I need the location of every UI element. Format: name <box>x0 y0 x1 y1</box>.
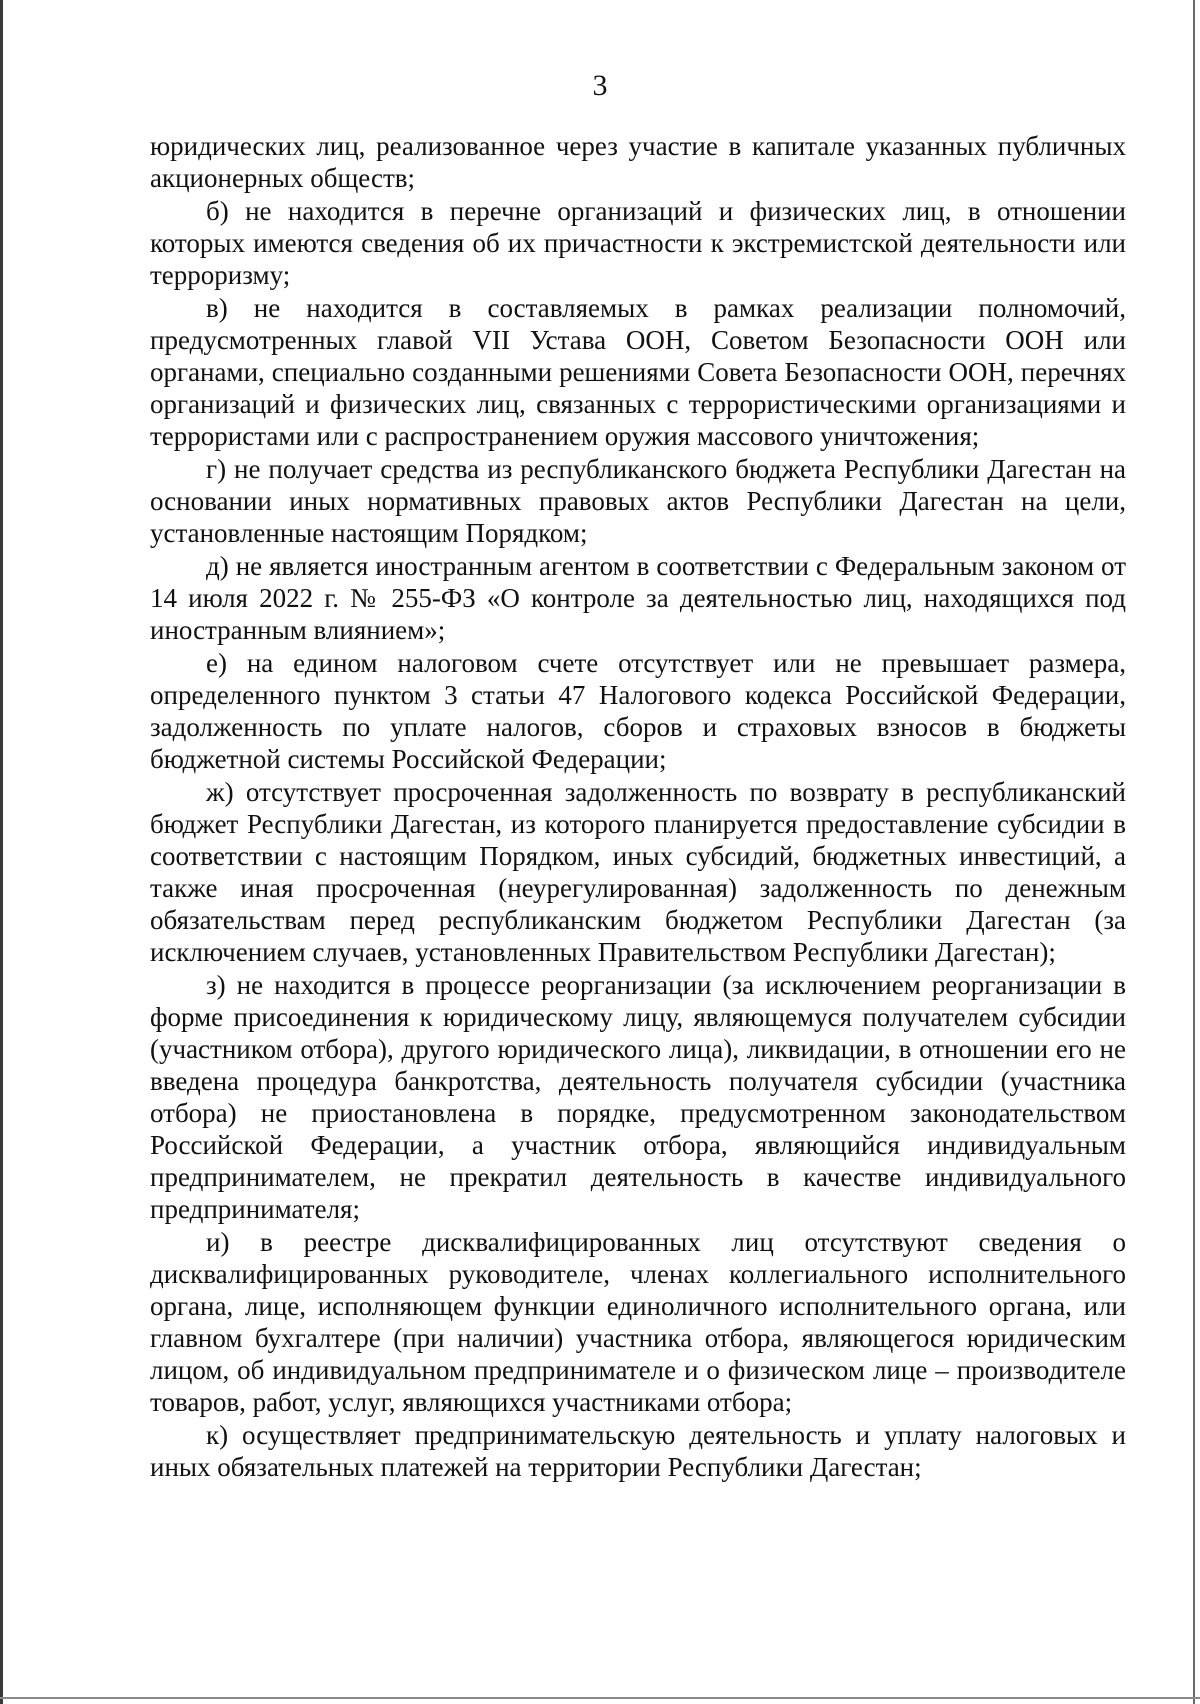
paragraph-item-i: и) в реестре дисквалифицированных лиц отсутствуют сведения о дисквалифицированных руководителе, членах коллегиального исполнительного органа, лице, исполняющем функции единоличного исполнительного органа, или главном бухгалтере (при наличии) участника отбора, являющегося юридическим лицом, об индивидуальном предпринимателе и о физическом лице – производителе товаров, работ, услуг, являющихся участниками отбора; <box>150 1227 1126 1417</box>
paragraph-item-z: з) не находится в процессе реорганизации (за исключением реорганизации в форме присоединения к юридическому лицу, являющемуся получателем субсидии (участником отбора), другого юридического лица), ликвидации, в отношении его не введена процедура банкротства, деятельность получателя субсидии (участника отбора) не приостановлена в порядке, предусмотренном законодательством Российской Федерации, а участник отбора, являющийся индивидуальным предпринимателем, не прекратил деятельность в качестве индивидуального предпринимателя; <box>150 970 1126 1224</box>
scan-border-bottom <box>0 1697 1200 1699</box>
page-number: 3 <box>592 69 608 102</box>
scan-border-left <box>0 0 3 1704</box>
document-body <box>150 130 1126 1483</box>
paragraph-item-d: д) не является иностранным агентом в соответствии с Федеральным законом от 14 июля 2022 г. № 255-ФЗ «О контроле за деятельностью лиц, находящихся под иностранным влиянием»; <box>150 551 1126 645</box>
paragraph-continuation: юридических лиц, реализованное через участие в капитале указанных публичных акционерных обществ; <box>150 131 1126 193</box>
scan-border-right <box>1193 0 1195 1704</box>
paragraph-item-zh: ж) отсутствует просроченная задолженность по возврату в республиканский бюджет Республики Дагестан, из которого планируется предоставление субсидии в соответствии с настоящим Порядком, иных субсидий, бюджетных инвестиций, а также иная просроченная (неурегулированная) задолженность по денежным обязательствам перед республиканским бюджетом Республики Дагестан (за исключением случаев, установленных Правительством Республики Дагестан); <box>150 777 1126 967</box>
paragraph-item-v: в) не находится в составляемых в рамках реализации полномочий, предусмотренных главой VII Устава ООН, Советом Безопасности ООН или органами, специально созданными решениями Совета Безопасности ООН, перечнях организаций и физических лиц, связанных с террористическими организациями и террористами или с распространением оружия массового уничтожения; <box>150 293 1126 451</box>
paragraph-item-g: г) не получает средства из республиканского бюджета Республики Дагестан на основании иных нормативных правовых актов Республики Дагестан на цели, установленные настоящим Порядком; <box>150 454 1126 548</box>
paragraph-item-b: б) не находится в перечне организаций и физических лиц, в отношении которых имеются сведения об их причастности к экстремистской деятельности или терроризму; <box>150 196 1126 290</box>
paragraph-item-k: к) осуществляет предпринимательскую деятельность и уплату налоговых и иных обязательных платежей на территории Республики Дагестан; <box>150 1420 1126 1482</box>
paragraph-item-e: е) на едином налоговом счете отсутствует или не превышает размера, определенного пунктом 3 статьи 47 Налогового кодекса Российской Федерации, задолженность по уплате налогов, сборов и страховых взносов в бюджеты бюджетной системы Российской Федерации; <box>150 648 1126 774</box>
